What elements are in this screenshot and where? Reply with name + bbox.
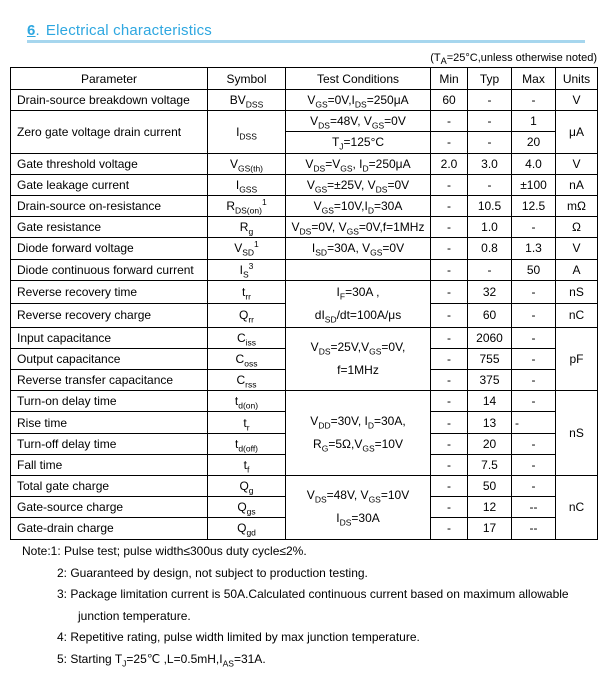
table-row <box>11 90 598 111</box>
column-header-cond: Test Conditions <box>286 68 431 90</box>
table-header-row <box>11 68 598 90</box>
cell-min: - <box>431 391 468 412</box>
cell-typ: 7.5 <box>468 454 512 475</box>
cell-typ: 50 <box>468 476 512 497</box>
cell-param: Reverse recovery charge <box>11 304 208 328</box>
cell-symbol: $t_{d(on)}$ <box>208 391 286 412</box>
cell-symbol: $BV_{DSS}$ <box>208 90 286 111</box>
cell-cond: $V_{DS}=48V$, $V_{GS}=0V$ <box>286 111 431 132</box>
cell-symbol: $I_{GSS}$ <box>208 174 286 195</box>
cell-param: Turn-on delay time <box>11 391 208 412</box>
cell-symbol: $V_{SD}^1$ <box>208 238 286 259</box>
cell-max: - <box>512 476 556 497</box>
cell-min: - <box>431 327 468 348</box>
cell-units: μA <box>556 111 598 153</box>
table-row <box>11 391 598 412</box>
cell-symbol: $t_r$ <box>208 412 286 433</box>
cell-param: Fall time <box>11 454 208 475</box>
cell-symbol: $Q_g$ <box>208 476 286 497</box>
cell-units: A <box>556 259 598 280</box>
cell-param: Reverse recovery time <box>11 280 208 304</box>
table-row <box>11 476 598 497</box>
section-title <box>27 22 212 39</box>
note-line: 4: Repetitive rating, pulse width limited by max junction temperature. <box>57 630 420 644</box>
note-line: junction temperature. <box>78 608 191 623</box>
cell-typ: - <box>468 174 512 195</box>
cell-max: 50 <box>512 259 556 280</box>
cell-typ: 3.0 <box>468 153 512 174</box>
cell-units: nS <box>556 391 598 476</box>
cell-min: 60 <box>431 90 468 111</box>
table-row <box>11 111 598 132</box>
cell-cond: $T_J=125^\circ C$ <box>286 132 431 153</box>
cell-max: - <box>512 348 556 369</box>
cell-max: - <box>512 370 556 391</box>
cell-max: -- <box>512 518 556 539</box>
cell-typ: 32 <box>468 280 512 304</box>
cell-param: Gate threshold voltage <box>11 153 208 174</box>
cell-symbol: $Q_{gd}$ <box>208 518 286 539</box>
table-row <box>11 259 598 280</box>
cell-min: - <box>431 497 468 518</box>
cell-cond: $V_{DS}=25V,V_{GS}=0V$, f=1MHz <box>286 327 431 391</box>
cell-symbol: $R_{DS(on)}^1$ <box>208 195 286 216</box>
cell-max: - <box>512 412 556 433</box>
cell-max: - <box>512 90 556 111</box>
cell-cond: $V_{DS}=V_{GS}$, $I_D=250\mu A$ <box>286 153 431 174</box>
cell-symbol: $t_{d(off)}$ <box>208 433 286 454</box>
cell-cond: $V_{DS}=0V$, $V_{GS}=0V,f=1MHz$ <box>286 217 431 238</box>
cell-typ: 375 <box>468 370 512 391</box>
notes-section <box>22 541 569 670</box>
cell-max: 20 <box>512 132 556 153</box>
cell-units: V <box>556 153 598 174</box>
cell-min: - <box>431 518 468 539</box>
cell-cond: $V_{DD}=30V$, $I_D=30A$, $R_G=5\Omega,V_{GS}=10V$ <box>286 391 431 476</box>
cell-param: Turn-off delay time <box>11 433 208 454</box>
cell-cond: $I_{SD}=30A$, $V_{GS}=0V$ <box>286 238 431 259</box>
section-number: 6 <box>27 22 36 39</box>
cell-symbol: $I_{DSS}$ <box>208 111 286 153</box>
cell-param: Gate resistance <box>11 217 208 238</box>
title-underline-rule <box>27 40 585 43</box>
cell-min: - <box>431 433 468 454</box>
cell-max: - <box>512 433 556 454</box>
cell-cond: $I_F=30A$ , $dI_{SD}/dt=100A/\mu s$ <box>286 280 431 327</box>
column-header-symbol: Symbol <box>208 68 286 90</box>
electrical-characteristics-table <box>10 67 598 540</box>
cell-typ: 60 <box>468 304 512 328</box>
section-title-text: Electrical characteristics <box>45 22 212 39</box>
cell-max: 4.0 <box>512 153 556 174</box>
temperature-condition-note: ($T_A=25^\circ C,unless$ otherwise noted) <box>430 52 597 67</box>
cell-typ: 12 <box>468 497 512 518</box>
cell-param: Rise time <box>11 412 208 433</box>
cell-param: Drain-source on-resistance <box>11 195 208 216</box>
cell-max: - <box>512 327 556 348</box>
cell-symbol: $C_{iss}$ <box>208 327 286 348</box>
cell-typ: 0.8 <box>468 238 512 259</box>
cell-symbol: $V_{GS(th)}$ <box>208 153 286 174</box>
cell-typ: - <box>468 259 512 280</box>
cell-min: - <box>431 412 468 433</box>
cell-typ: 1.0 <box>468 217 512 238</box>
cell-units: V <box>556 90 598 111</box>
cell-param: Gate-drain charge <box>11 518 208 539</box>
cell-cond: $V_{GS}=\pm 25V$, $V_{DS}=0V$ <box>286 174 431 195</box>
table-row <box>11 280 598 304</box>
table-row <box>11 217 598 238</box>
cell-cond: $V_{GS}=10V,I_D=30A$ <box>286 195 431 216</box>
cell-min: - <box>431 111 468 132</box>
cell-min: - <box>431 476 468 497</box>
column-header-param: Parameter <box>11 68 208 90</box>
table-row <box>11 327 598 348</box>
cell-max: - <box>512 391 556 412</box>
table-row <box>11 174 598 195</box>
note-line: 2: Guaranteed by design, not subject to production testing. <box>57 565 368 580</box>
cell-min: - <box>431 195 468 216</box>
cell-param: Total gate charge <box>11 476 208 497</box>
cell-max: -- <box>512 497 556 518</box>
cell-units: nA <box>556 174 598 195</box>
cell-typ: - <box>468 111 512 132</box>
cell-symbol: $C_{rss}$ <box>208 370 286 391</box>
section-dot: . <box>35 22 40 39</box>
cell-units: nC <box>556 476 598 540</box>
cell-param: Output capacitance <box>11 348 208 369</box>
table-row <box>11 195 598 216</box>
cell-cond: $V_{GS}=0V,I_{DS}=250\mu A$ <box>286 90 431 111</box>
cell-max: ±100 <box>512 174 556 195</box>
cell-symbol: $R_g$ <box>208 217 286 238</box>
cell-min: - <box>431 174 468 195</box>
cell-max: - <box>512 304 556 328</box>
cell-min: - <box>431 280 468 304</box>
cell-param: Gate-source charge <box>11 497 208 518</box>
cell-units: pF <box>556 327 598 391</box>
cell-min: 2.0 <box>431 153 468 174</box>
table-row <box>11 153 598 174</box>
cell-min: - <box>431 348 468 369</box>
column-header-min: Min <box>431 68 468 90</box>
cell-typ: 10.5 <box>468 195 512 216</box>
cell-typ: 2060 <box>468 327 512 348</box>
cell-symbol: $Q_{rr}$ <box>208 304 286 328</box>
cell-units: nC <box>556 304 598 328</box>
cell-symbol: $t_f$ <box>208 454 286 475</box>
cell-symbol: $Q_{gs}$ <box>208 497 286 518</box>
cell-symbol: $C_{oss}$ <box>208 348 286 369</box>
note-line: 5: Starting $T_J=25℃$ $,L=0.5mH,I_{AS}=31A$. <box>57 651 266 668</box>
table-row <box>11 238 598 259</box>
column-header-max: Max <box>512 68 556 90</box>
cell-min: - <box>431 304 468 328</box>
cell-param: Zero gate voltage drain current <box>11 111 208 153</box>
cell-units: nS <box>556 280 598 304</box>
cell-typ: 13 <box>468 412 512 433</box>
cell-min: - <box>431 454 468 475</box>
cell-max: 1 <box>512 111 556 132</box>
cell-min: - <box>431 370 468 391</box>
cell-typ: 17 <box>468 518 512 539</box>
cell-min: - <box>431 217 468 238</box>
cell-min: - <box>431 132 468 153</box>
cell-typ: - <box>468 90 512 111</box>
cell-max: - <box>512 454 556 475</box>
column-header-typ: Typ <box>468 68 512 90</box>
note-line: Note:1: Pulse test; pulse width≤300us duty cycle≤2%. <box>22 544 307 558</box>
cell-param: Drain-source breakdown voltage <box>11 90 208 111</box>
cell-param: Gate leakage current <box>11 174 208 195</box>
cell-units: mΩ <box>556 195 598 216</box>
cell-symbol: $t_{rr}$ <box>208 280 286 304</box>
cell-min: - <box>431 238 468 259</box>
cell-typ: 20 <box>468 433 512 454</box>
cell-max: 1.3 <box>512 238 556 259</box>
cell-param: Input capacitance <box>11 327 208 348</box>
cell-typ: 14 <box>468 391 512 412</box>
cell-typ: 755 <box>468 348 512 369</box>
cell-units: V <box>556 238 598 259</box>
cell-typ: - <box>468 132 512 153</box>
cell-symbol: $I_S^3$ <box>208 259 286 280</box>
cell-cond: $V_{DS}=48V$, $V_{GS}=10V$ $I_{DS}=30A$ <box>286 476 431 540</box>
cell-param: Diode forward voltage <box>11 238 208 259</box>
cell-param: Reverse transfer capacitance <box>11 370 208 391</box>
note-line: 3: Package limitation current is 50A.Calculated continuous current based on maximum allowable <box>57 587 569 601</box>
cell-max: - <box>512 217 556 238</box>
cell-units: Ω <box>556 217 598 238</box>
cell-max: - <box>512 280 556 304</box>
column-header-units: Units <box>556 68 598 90</box>
cell-min: - <box>431 259 468 280</box>
cell-cond <box>286 259 431 280</box>
cell-param: Diode continuous forward current <box>11 259 208 280</box>
cell-max: 12.5 <box>512 195 556 216</box>
